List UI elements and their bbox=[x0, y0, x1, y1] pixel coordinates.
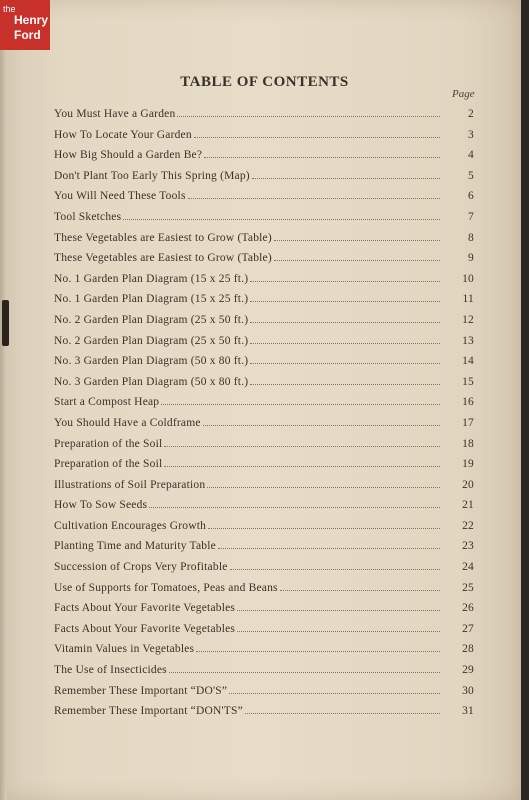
dot-leader bbox=[250, 342, 440, 344]
toc-entry-page-number: 10 bbox=[462, 272, 474, 285]
toc-entry bbox=[54, 561, 474, 582]
toc-entry bbox=[54, 108, 474, 129]
toc-entry-page-number: 28 bbox=[462, 643, 474, 656]
dot-leader bbox=[274, 239, 440, 241]
toc-entry-title: Tool Sketches bbox=[54, 210, 122, 223]
toc-entry-page-number: 24 bbox=[462, 561, 474, 574]
toc-entry-page-number: 13 bbox=[462, 334, 474, 347]
page-binding-edge bbox=[0, 0, 7, 800]
toc-entry bbox=[54, 643, 474, 664]
logo-text-ford: Ford bbox=[14, 28, 41, 42]
toc-entry-title: Preparation of the Soil bbox=[54, 458, 163, 471]
toc-entry-page-number: 19 bbox=[462, 458, 474, 471]
dot-leader bbox=[149, 506, 440, 508]
toc-entry bbox=[54, 252, 474, 273]
toc-entry-page-number: 21 bbox=[462, 499, 474, 512]
dot-leader bbox=[164, 445, 440, 447]
toc-entry bbox=[54, 314, 474, 335]
dot-leader bbox=[237, 609, 440, 611]
toc-entry-title: How To Sow Seeds bbox=[54, 499, 148, 512]
dot-leader bbox=[218, 547, 440, 549]
dot-leader bbox=[250, 280, 440, 282]
toc-entry-title: These Vegetables are Easiest to Grow (Table) bbox=[54, 252, 272, 265]
toc-entry bbox=[54, 582, 474, 603]
dot-leader bbox=[204, 156, 440, 158]
scan-background-edge bbox=[521, 0, 529, 800]
henry-ford-logo bbox=[0, 0, 50, 50]
toc-entry-title: No. 2 Garden Plan Diagram (25 x 50 ft.) bbox=[54, 313, 249, 326]
toc-entry-page-number: 12 bbox=[462, 313, 474, 326]
dot-leader bbox=[237, 630, 440, 632]
toc-entry bbox=[54, 396, 474, 417]
toc-entry-page-number: 29 bbox=[462, 664, 474, 677]
toc-entry-title: Start a Compost Heap bbox=[54, 396, 160, 409]
toc-entry-title: How To Locate Your Garden bbox=[54, 128, 192, 141]
toc-entry-title: Succession of Crops Very Profitable bbox=[54, 561, 228, 574]
toc-entry bbox=[54, 129, 474, 150]
toc-entry-title: Remember These Important “DON'TS” bbox=[54, 705, 243, 718]
toc-entry-page-number: 2 bbox=[468, 108, 474, 120]
toc-entry bbox=[54, 232, 474, 253]
toc-entry-page-number: 16 bbox=[462, 396, 474, 409]
dot-leader bbox=[161, 403, 440, 405]
toc-entry-title: You Must Have a Garden bbox=[54, 108, 176, 120]
toc-entry-title: Facts About Your Favorite Vegetables bbox=[54, 622, 236, 635]
toc-entry-page-number: 15 bbox=[462, 375, 474, 388]
toc-entry-page-number: 5 bbox=[468, 169, 474, 182]
page-column-label: Page bbox=[452, 88, 475, 100]
dot-leader bbox=[203, 424, 440, 426]
toc-entry bbox=[54, 293, 474, 314]
toc-entry-page-number: 3 bbox=[468, 128, 474, 141]
toc-entry bbox=[54, 149, 474, 170]
toc-entry bbox=[54, 520, 474, 541]
logo-text-the: the bbox=[3, 4, 16, 14]
toc-entry bbox=[54, 170, 474, 191]
toc-entry-title: Don't Plant Too Early This Spring (Map) bbox=[54, 169, 250, 182]
toc-entry-title: No. 3 Garden Plan Diagram (50 x 80 ft.) bbox=[54, 355, 249, 368]
toc-entry-title: The Use of Insecticides bbox=[54, 664, 167, 677]
toc-entry bbox=[54, 335, 474, 356]
logo-text-henry: Henry bbox=[14, 13, 49, 27]
toc-entry-title: Preparation of the Soil bbox=[54, 437, 163, 450]
toc-entry-title: You Will Need These Tools bbox=[54, 190, 186, 203]
dot-leader bbox=[177, 115, 440, 117]
toc-entry-page-number: 17 bbox=[462, 416, 474, 429]
toc-entry-title: Vitamin Values in Vegetables bbox=[54, 643, 195, 656]
toc-entry-title: Cultivation Encourages Growth bbox=[54, 519, 207, 532]
toc-entry-page-number: 25 bbox=[462, 581, 474, 594]
toc-entry-page-number: 6 bbox=[468, 190, 474, 203]
toc-entry bbox=[54, 664, 474, 685]
toc-entry-page-number: 7 bbox=[468, 210, 474, 223]
dot-leader bbox=[250, 362, 440, 364]
toc-entry bbox=[54, 685, 474, 706]
toc-entry bbox=[54, 190, 474, 211]
toc-entry bbox=[54, 458, 474, 479]
dot-leader bbox=[280, 589, 440, 591]
toc-entry-page-number: 8 bbox=[468, 231, 474, 244]
toc-entry bbox=[54, 355, 474, 376]
toc-entry bbox=[54, 623, 474, 644]
toc-entry-page-number: 26 bbox=[462, 602, 474, 615]
toc-entry-page-number: 20 bbox=[462, 478, 474, 491]
toc-entry-title: Facts About Your Favorite Vegetables bbox=[54, 602, 236, 615]
toc-entry-title: No. 3 Garden Plan Diagram (50 x 80 ft.) bbox=[54, 375, 249, 388]
dot-leader bbox=[230, 568, 440, 570]
toc-entry-title: These Vegetables are Easiest to Grow (Table) bbox=[54, 231, 272, 244]
staple bbox=[2, 300, 9, 346]
dot-leader bbox=[250, 383, 440, 385]
toc-entry bbox=[54, 499, 474, 520]
toc-entry-page-number: 14 bbox=[462, 355, 474, 368]
toc-entry bbox=[54, 479, 474, 500]
dot-leader bbox=[245, 712, 440, 714]
toc-entry-title: No. 1 Garden Plan Diagram (15 x 25 ft.) bbox=[54, 272, 249, 285]
toc-entry bbox=[54, 273, 474, 294]
toc-entry-title: How Big Should a Garden Be? bbox=[54, 149, 203, 162]
dot-leader bbox=[250, 300, 440, 302]
dot-leader bbox=[169, 671, 440, 673]
toc-entry-page-number: 22 bbox=[462, 519, 474, 532]
toc-entry bbox=[54, 705, 474, 726]
toc-entry-page-number: 31 bbox=[462, 705, 474, 718]
toc-entry-title: Remember These Important “DO'S” bbox=[54, 684, 228, 697]
dot-leader bbox=[207, 486, 440, 488]
toc-entry-title: Planting Time and Maturity Table bbox=[54, 540, 216, 553]
dot-leader bbox=[274, 259, 440, 261]
toc-entry-title: Illustrations of Soil Preparation bbox=[54, 478, 206, 491]
toc-entry bbox=[54, 602, 474, 623]
toc-entry bbox=[54, 438, 474, 459]
toc-entry bbox=[54, 376, 474, 397]
dot-leader bbox=[252, 177, 440, 179]
toc-entry-title: Use of Supports for Tomatoes, Peas and Beans bbox=[54, 581, 278, 594]
dot-leader bbox=[229, 692, 440, 694]
table-of-contents bbox=[54, 108, 474, 726]
toc-entry-page-number: 11 bbox=[462, 293, 474, 306]
dot-leader bbox=[208, 527, 440, 529]
dot-leader bbox=[194, 136, 440, 138]
toc-entry-page-number: 30 bbox=[462, 684, 474, 697]
dot-leader bbox=[123, 218, 440, 220]
toc-entry bbox=[54, 540, 474, 561]
dot-leader bbox=[164, 465, 440, 467]
dot-leader bbox=[188, 197, 440, 199]
toc-entry-page-number: 23 bbox=[462, 540, 474, 553]
toc-entry-page-number: 4 bbox=[468, 149, 474, 162]
toc-entry-title: You Should Have a Coldframe bbox=[54, 416, 201, 429]
dot-leader bbox=[250, 321, 440, 323]
toc-entry bbox=[54, 211, 474, 232]
toc-entry-page-number: 18 bbox=[462, 437, 474, 450]
toc-entry-page-number: 9 bbox=[468, 252, 474, 265]
toc-entry-title: No. 2 Garden Plan Diagram (25 x 50 ft.) bbox=[54, 334, 249, 347]
toc-entry-title: No. 1 Garden Plan Diagram (15 x 25 ft.) bbox=[54, 293, 249, 306]
toc-entry bbox=[54, 417, 474, 438]
toc-entry-page-number: 27 bbox=[462, 622, 474, 635]
dot-leader bbox=[196, 650, 440, 652]
page-title: TABLE OF CONTENTS bbox=[180, 74, 349, 90]
